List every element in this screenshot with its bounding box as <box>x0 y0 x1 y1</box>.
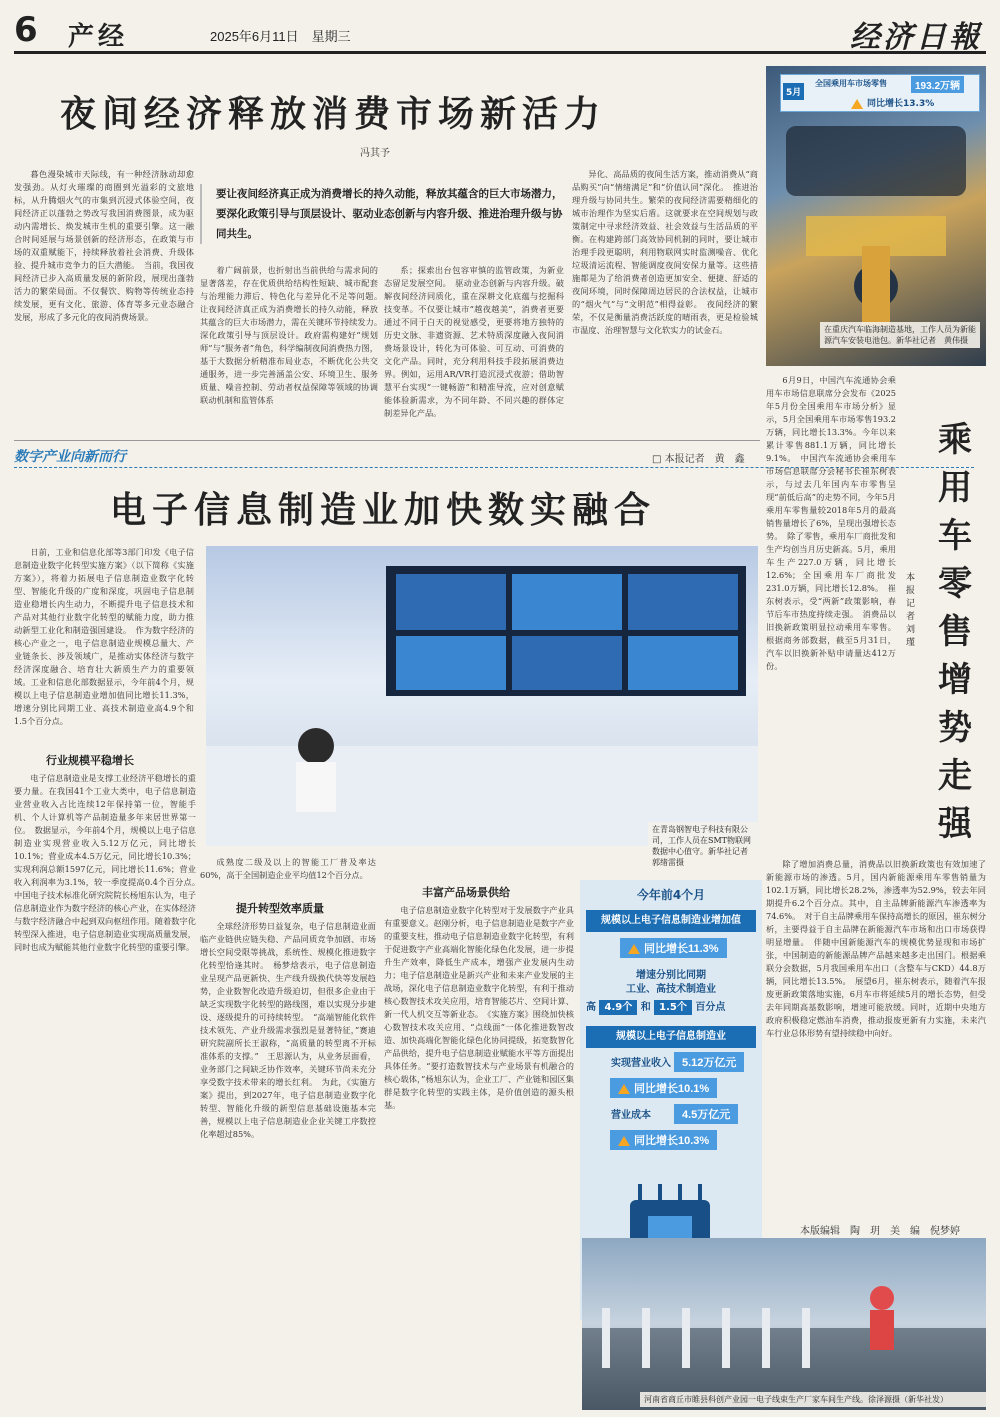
article2-col3: 电子信息制造业数字化转型对于发展数字产业具有重要意义。赵刚分析，电子信息制造业是数字产业的重要支柱，推动电子信息制造业数字化转型，有利于促进数字产业高端化智能化绿色化发展，进一步提升生产效率，降低生产成本，增强产业发展内生动力；电子信息制造业是新兴产业和未来产业发展的主战场，深化电子信息制造业数字化转型，有利于推动核心数智技术攻关应用，培育智能芯片、空间计算、新一代人机交互等新业态。 《实施方案》围绕加快核心数智技术攻关应用、“点线面”一体化推进数智改造、加快高端化智能化绿色化协同提级，拓宽数智化产品供给，提升电子信息制造业赋能水平等方面提出具体任务。“要打造数智技术与产业场景有机融合的核心载体，”杨旭东认为，企业工厂、产业链和园区集群是数字化转型的实践主体，是价值创造的源头根基。 <box>384 905 574 1110</box>
article1-col4: 异化、高品质的夜间生活方案，推动消费从“商品购买”向“情绪满足”和“价值认同”深化。 推进治理升级与协同共生。繁荣的夜间经济需要精细化的城市治理作为坚实后盾。这就要求在空间规划与政策制定中寻求经济效益、社会效益与生活品质的平衡。在构建跨部门高效协同机制的同时，要让城市治理手段更聪明，利用物联网实时监测噪音、优化垃圾清运流程、智能调度夜间安保力量等。这些措施都是为了给消费者创造更加安全、便捷、舒适的夜间环境，同时保障周边居民的合法权益，让城市的“烟火气”与“文明范”相得益彰。 夜间经济的繁荣，不仅是衡量消费活跃度的晴雨表，更是检验城市温度、治理智慧与文化软实力的试金石。 <box>572 169 758 335</box>
article1-col3: 系；探索出台包容审慎的监管政策，为新业态留足发展空间。 驱动业态创新与内容升级。破解夜间经济同质化，重在深耕文化底蕴与挖掘科技变革。不仅要让城市“越夜越美”，消费者更要通过不同于白天的视觉感受，更要将地方独特的历史文脉、非遗资源、艺术特质深度融入夜间消费场景设计，转化为可体验、可互动、可消费的文化产品。同时，充分利用科技手段拓展消费边界。例如，运用AR/VR打造沉浸式夜游；借助智慧平台实现“一键畅游”和精准导流，应对创意赋能体验新需求，为不同年龄、不同兴趣的群体定制差异化产品。 <box>384 265 564 418</box>
badge-month: 5月 <box>783 83 804 100</box>
badge-growth-row <box>851 96 934 109</box>
info-title: 今年前4个月 <box>636 888 706 902</box>
up-arrow-icon <box>618 1136 630 1146</box>
article3-col2: 除了增加消费总量，消费品以旧换新政策也有效加速了新能源市场的渗透。5月，国内新能源乘用车零售销量为102.1万辆，同比增长28.2%，渗透率为52.9%，较去年同期提升6.2个百分点。其中，自主品牌新能源汽车渗透率为74.6%。 对于自主品牌乘用车保持高增长的原因，崔东树分析，主要得益于自主品牌在新能源汽车市场和出口市场获得明显增量。 伴随中国新能源汽车的规模优势显现和市场扩张，中国制造的新能源品牌产品越来越多走出国门。根据乘联分会数据，5月我国乘用车出口（含整车与CKD）44.8万辆，同比增长13.5%。 展望6月，崔东树表示，随着汽车报废更新政策落地实施，6月车市将延续5月的增长态势，但受去年同期高基数影响，增速可能放缓。同时，近期中央地方政府积极稳定燃油车消费，推动报废更新有力实施，未来汽车行业总体形势有望持续稳中向好。 <box>766 859 986 1038</box>
issue-date: 2025年6月11日 星期三 <box>210 29 351 44</box>
article2-sub3: 丰富产品场景供给 <box>422 886 510 899</box>
article1-col2: 着广阔前景，也折射出当前供给与需求间的显著落差，存在优质供给结构性短缺、城市配套与治理能力滞后、特色化与差异化不足等问题。 让夜间经济真正成为消费增长的持久动能，释放其蕴含的巨大市场潜力，需在关键环节持续发力。 深化政策引导与顶层设计。政府需构建好“规划师”与“服务者”角色，科学编制夜间消费热力图，基于大数据分析精准布局业态，不断优化公共交通服务，进一步完善涵盖公安、环境卫生、服务质量、噪音控制、劳动者权益保障等领域的协调联动机制和监管体系 <box>200 265 387 405</box>
page-number: 6 <box>14 10 38 50</box>
article2-col2: 全球经济形势日益复杂，电子信息制造业面临产业链供应链失稳、产品同质竞争加剧、市场增长空间受限等挑战，系统性、规模化推进数字化转型恰逢其时。 杨梦焓表示，电子信息制造业呈现产品更新快、生产线升级换代快等发展趋势，企业数智化改造升级迫切，但很多企业由于缺乏实现数字化转型的路线图，难以实现分步建设、逐级提升的可持续转型。 “高端智能化软件技术领先、产业升级需求强烈是显著特征，”赛迪研究院副所长王淑称，“高质量的转型离不开标准体系的支撑。” 王思源认为，从业务层面看，业务部门之间缺乏协作效率，关键环节尚未充分享受数字技术带来的增长红利。 为此，《实施方案》提出，到2027年，电子信息制造业数字化转型、智能化升级的新型信息基础设施基本完善，规模以上电子信息制造业企业关键工序数控化率超过85%。 <box>200 921 376 1139</box>
info-cost-growth: 同比增长10.3% <box>610 1130 717 1150</box>
car-sales-badge <box>780 74 980 112</box>
info-rev-value: 5.12万亿元 <box>674 1052 744 1072</box>
info-v1: 4.9个 <box>599 1000 637 1015</box>
info-cost-value: 4.5万亿元 <box>674 1104 738 1124</box>
editors-credit: 本版编辑 陶 玥 美 编 倪梦婷 <box>800 1226 960 1237</box>
info-row2b: 工业、高技术制造业 <box>626 984 716 995</box>
photo3-caption: 河南省商丘市睢县科创产业园一电子线束生产厂家车间生产线。徐泽源摄（新华社发） <box>640 1392 986 1407</box>
article1-author: 冯其予 <box>360 148 390 159</box>
info-row1-value: 同比增长11.3% <box>620 938 727 958</box>
paper-logo: 经济日報 <box>850 20 982 55</box>
article2-title: 电子信息制造业加快数实融合 <box>110 489 657 531</box>
info-cost-label: 营业成本 <box>611 1110 651 1121</box>
article1-lead: 要让夜间经济真正成为消费增长的持久动能，释放其蕴含的巨大市场潜力，要深化政策引导与顶层设计、驱动业态创新与内容升级、推进治理升级与协同共生。 <box>200 184 570 244</box>
info-v2: 1.5个 <box>654 1000 692 1015</box>
article1-title: 夜间经济释放消费市场新活力 <box>60 93 607 135</box>
factory-monitor-photo <box>206 546 758 846</box>
article1-col1: 暮色漫染城市天际线，有一种经济脉动却愈发强劲。从灯火璀璨的商圈到光溢彩的文旅地标，从升腾烟火气的市集到沉浸式体验空间，夜间经济正以蓬勃之势改写我国消费图景，成为驱动内需增长、焕发城市生机的重要引擎。这一融合时间延展与场景创新的经济形态，在政策与市场的双重赋能下，持续释放着社会消费、升级体验、提升城市竞争力的巨大潜能。 当前，我国夜间经济已步入高质量发展的新阶段，展现出蓬勃活力的繁荣局面。不仅餐饮、购物等传统业态持续发展，更有文化、旅游、体育等多元业态融合发展，形成了多元化的夜间消费场景。 <box>14 169 194 322</box>
info-row1: 规模以上电子信息制造业增加值 <box>586 910 756 932</box>
article2-col1: 日前，工业和信息化部等3部门印发《电子信息制造业数字化转型实施方案》（以下简称《实施方案》），将着力拓展电子信息制造业数字化转型、智能化升级的广度和深度，巩固电子信息制造业稳增长内生动力，不断提升电子信息技术和产品对其他行业数字化转型的赋能力度，助力推动新型工业化和制造强国建设。 作为数字经济的核心产业之一，电子信息制造业规模总量大、产业链条长、涉及领域广，是推动实体经济与数字经济深度融合、培育壮大新质生产力的重要领域。工业和信息化部数据显示，今年前4个月，规模以上电子信息制造业增加值同比增长11.3%，增速分别比同期工业、高技术制造业高4.9个和1.5个百分点。 <box>14 547 194 726</box>
info-rev-label: 实现营业收入 <box>611 1058 671 1069</box>
badge-label: 全国乘用车市场零售 <box>815 79 887 88</box>
data-center-illustration <box>206 546 758 846</box>
production-line-illustration <box>582 1238 986 1410</box>
wire-factory-photo <box>582 1238 986 1410</box>
section-name: 产经 <box>68 22 129 52</box>
masthead <box>14 8 986 54</box>
article3-title: 乘用车零售增势走强 <box>938 420 972 844</box>
badge-value: 193.2万辆 <box>911 76 964 93</box>
article3-col1: 6月9日，中国汽车流通协会乘用车市场信息联席分会发布《2025年5月份全国乘用车市场分析》显示，5月全国乘用车市场零售193.2万辆，同比增长13.3%。今年以来累计零售881.1万辆，同比增长9.1%。 中国汽车流通协会乘用车市场信息联席分会秘书长崔东树表示，与过去几年国内车市零售呈现“前低后高”的走势不同，今年5月乘用车零售量较2018年5月的最高销售量增长了6%，呈现出强增长态势。 除了零售，乘用车厂商批发和生产均创当月历史新高。5月，乘用车生产227.0万辆，同比增长12.6%；全国乘用车厂商批发231.0万辆，同比增长12.8%。 崔东树表示，受“两新”政策影响，春节后车市热度持续走强。 消费品以旧换新政策明显拉动乘用车零售。根据商务部数据，截至5月31日，汽车以旧换新补贴申请量达412万份。 <box>766 375 896 671</box>
info-rev-growth: 同比增长10.1% <box>610 1078 717 1098</box>
divider <box>14 440 760 441</box>
section-tag: 数字产业向新而行 <box>14 446 974 468</box>
photo1-caption: 在青岛钢智电子科技有限公司，工作人员在SMT物联网数据中心值守。新华社记者 郭绪雷摄 <box>648 822 758 870</box>
fact-snippet: 成熟度二级及以上的智能工厂普及率达60%，高于全国制造企业平均值12个百分点。 <box>200 857 376 880</box>
article3-byline: 本报记者 刘 瑾 <box>906 573 925 648</box>
badge-growth: 同比增长13.3% <box>867 99 935 109</box>
up-arrow-icon <box>628 944 640 954</box>
article2-sub1: 行业规模平稳增长 <box>46 754 134 767</box>
article2-sub2: 提升转型效率质量 <box>236 902 324 915</box>
article2-byline: □ 本报记者 黄 鑫 <box>652 454 745 465</box>
article2-col1b: 电子信息制造业是支撑工业经济平稳增长的重要力量。在我国41个工业大类中，电子信息制造业营业收入占比连续12年保持第一位，智能手机、个人计算机等产品制造量多年来居世界第一位。 数据显示，今年前4个月，规模以上电子信息制造业实现营业收入5.12万亿元，同比增长10.1%；营业成本4.5万亿元，同比增长10.3%；实现利润总额1597亿元，同比增长11.6%；营业收入利润率为3.1%，较一季度提高0.4个百分点。 中国电子技术标准化研究院院长杨旭东认为，电子信息制造业作为数字经济的核心产业，在实体经济与数字经济融合中起到双向枢纽作用。随着数字化转型深入推进，电子信息制造业实现高质量发展，同时也成为赋能其他行业数字化转型的重要引擎。 <box>14 773 205 952</box>
info-row3: 规模以上电子信息制造业 <box>586 1026 756 1048</box>
info-compare: 高 4.9个 和 1.5个 百分点 <box>586 1002 726 1013</box>
up-arrow-icon <box>618 1084 630 1094</box>
info-row2: 增速分别比同期 <box>636 970 706 981</box>
up-arrow-icon <box>851 99 863 109</box>
car-photo-caption: 在重庆汽车临海制造基地，工作人员为新能源汽车安装电池包。新华社记者 黄伟摄 <box>820 322 980 348</box>
